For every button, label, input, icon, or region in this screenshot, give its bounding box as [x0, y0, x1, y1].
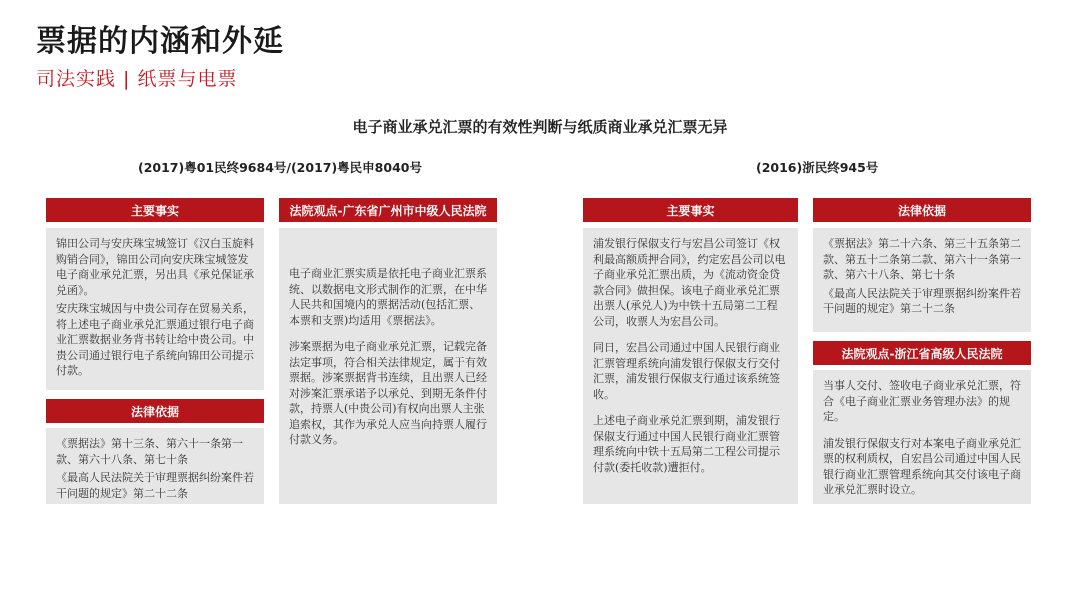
right-opinion-box — [813, 370, 1031, 504]
slide-heading: 电子商业承兑汇票的有效性判断与纸质商业承兑汇票无异 — [352, 118, 728, 136]
right-basis-header: 法律依据 — [813, 198, 1031, 222]
right-facts-box — [583, 228, 798, 504]
right-facts-header: 主要事实 — [583, 198, 798, 222]
left-fact-1: 锦田公司与安庆珠宝城签订《汉白玉旋料购销合同》，锦田公司向安庆珠宝城签发电子商业承兑汇票，另出具《承兑保证承兑函》。 — [56, 237, 254, 297]
left-opinion-header: 法院观点-广东省广州市中级人民法院 — [279, 198, 497, 222]
left-fact-2: 安庆珠宝城因与中贵公司存在贸易关系，将上述电子商业承兑汇票通过银行电子商业汇票数据业务背书转让给中贵公司。中贵公司通过银行电子系统向锦田公司提示付款。 — [56, 302, 254, 377]
right-fact-1: 浦发银行保俶支行与宏昌公司签订《权利最高额质押合同》，约定宏昌公司以电子商业承兑汇票出质，为《流动资金贷款合同》做担保。该电子商业承兑汇票出票人(承兑人)为中铁十五局第二工程公司，收票人为宏昌公司。 — [593, 237, 786, 328]
right-basis-2: 《最高人民法院关于审理票据纠纷案件若干问题的规定》第二十二条 — [823, 286, 1021, 315]
right-opinion-1: 当事人交付、签收电子商业承兑汇票，符合《电子商业汇票业务管理办法》的规定。 — [823, 379, 1021, 423]
left-basis-1: 《票据法》第十三条、第六十一条第一款、第六十八条、第七十条 — [56, 437, 243, 466]
left-basis-header: 法律依据 — [46, 399, 264, 423]
right-opinion-2: 浦发银行保俶支行对本案电子商业承兑汇票的权利质权，自宏昌公司通过中国人民银行商业汇票管理系统向其交付该电子商业承兑汇票时设立。 — [823, 436, 1021, 496]
left-opinion-box — [279, 228, 497, 504]
right-fact-3: 上述电子商业承兑汇票到期，浦发银行保俶支行通过中国人民银行商业汇票管理系统向中铁十五局第二工程公司提示付款(委托收款)遭拒付。 — [593, 414, 780, 474]
page-title: 票据的内涵和外延 — [36, 24, 284, 59]
left-facts-box — [46, 228, 264, 390]
left-basis-box — [46, 428, 264, 504]
left-basis-2: 《最高人民法院关于审理票据纠纷案件若干问题的规定》第二十二条 — [56, 471, 254, 500]
left-opinion-2: 涉案票据为电子商业承兑汇票，记载完备法定事项，符合相关法律规定，属于有效票据。涉案票据背书连续，且出票人已经对涉案汇票承诺予以承兑、到期无条件付款，持票人(中贵公司)有权向出票人主张追索权，其作为承兑人应当向持票人履行付款义务。 — [289, 340, 487, 446]
right-basis-box — [813, 228, 1031, 332]
page-subtitle: 司法实践 | 纸票与电票 — [36, 68, 238, 90]
right-fact-2: 同日，宏昌公司通过中国人民银行商业汇票管理系统向浦发银行保俶支行交付汇票，浦发银行保俶支行通过该系统签收。 — [593, 341, 780, 401]
left-case-number: (2017)粤01民终9684号/(2017)粤民申8040号 — [138, 160, 422, 175]
right-opinion-header: 法院观点-浙江省高级人民法院 — [813, 341, 1031, 365]
right-case-number: (2016)浙民终945号 — [756, 160, 879, 175]
left-opinion-1: 电子商业汇票实质是依托电子商业汇票系统、以数据电文形式制作的汇票，在中华人民共和国境内的票据活动(包括汇票、本票和支票)均适用《票据法》。 — [289, 267, 487, 327]
left-facts-header: 主要事实 — [46, 198, 264, 222]
right-basis-1: 《票据法》第二十六条、第三十五条第二款、第五十二条第二款、第六十一条第一款、第六十八条、第七十条 — [823, 237, 1021, 281]
